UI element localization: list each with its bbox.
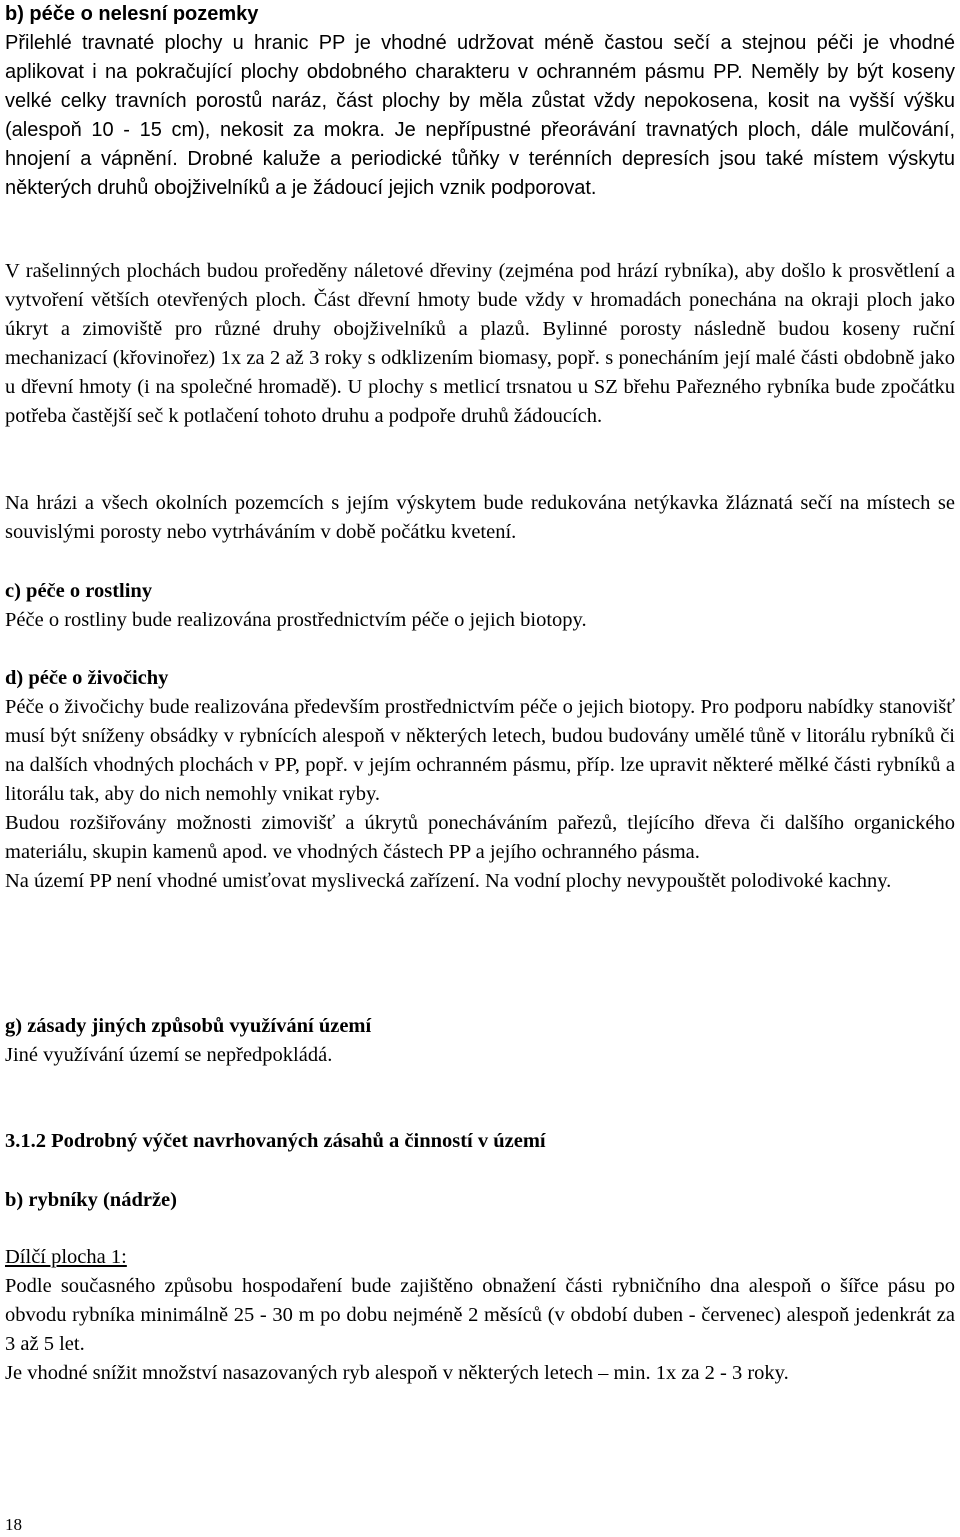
subsection-heading: b) rybníky (nádrže) <box>5 1189 177 1211</box>
paragraph: Na území PP není vhodné umisťovat myslivecká zařízení. Na vodní plochy nevypouštět polodivoké kachny. <box>5 870 892 892</box>
chapter-heading: 3.1.2 Podrobný výčet navrhovaných zásahů a činností v území <box>5 1130 546 1152</box>
plot-section <box>5 1243 955 1388</box>
paragraph: V rašelinných plochách budou proředěny náletové dřeviny (zejména pod hrází rybníka), aby došlo k prosvětlení a vytvoření větších otevřených ploch. Část dřevní hmoty bude vždy v hromadách ponechána na okraji ploch jako úkryt a zimoviště pro různé druhy obojživelníků a plazů. Bylinné porosty následně budou koseny ruční mechanizací (křovinořez) 1x za 2 až 3 roky s odklizením biomasy, popř. s ponecháním její malé části obdobně jako u dřevní hmoty (i na společné hromadě). U plochy s metlicí trsnatou u SZ břehu Pařezného rybníka bude zpočátku potřeba častější seč k potlačení tohoto druhu a podpoře druhů žádoucích. <box>5 260 955 427</box>
section-heading: b) péče o nelesní pozemky <box>5 3 259 25</box>
section-c <box>5 577 955 635</box>
paragraph-text: Je nepřípustné přeorávání travnatých ploch, dále mulčování, hnojení a vápnění. Drobné kaluže a periodické tůňky v terénních depresích jsou také místem výskytu některých druhů obojživelníků a je žádoucí jejich vznik podporovat. <box>5 119 955 199</box>
plot-label: Dílčí plocha 1: <box>5 1246 127 1268</box>
paragraph: Je vhodné snížit množství nasazovaných ryb alespoň v některých letech – min. 1x za 2 - 3 roky. <box>5 1362 789 1384</box>
section-g <box>5 1012 955 1070</box>
paragraph: Budou rozšiřovány možnosti zimovišť a úkrytů ponecháváním pařezů, tlejícího dřeva či dalšího organického materiálu, skupin kamenů apod. ve vhodných částech PP a jejího ochranného pásma. <box>5 812 955 863</box>
section-heading: c) péče o rostliny <box>5 580 153 602</box>
paragraph: Podle současného způsobu hospodaření bude zajištěno obnažení části rybničního dna alespoň o šířce pásu po obvodu rybníka minimálně 25 - 30 m po dobu nejméně 2 měsíců (v období duben - červenec) alespoň jedenkrát za 3 až 5 let. <box>5 1275 955 1355</box>
paragraph: Péče o živočichy bude realizována především prostřednictvím péče o jejich biotopy. Pro podporu nabídky stanovišť musí být sníženy obsádky v rybnících alespoň v některých letech, budou budovány umělé tůně v litorálu rybníků či na dalších vhodných plochách v PP, popř. v jejím ochranném pásmu, příp. lze upravit některé mělké části rybníků a litorálu tak, aby do nich nemohly vnikat ryby. <box>5 696 955 805</box>
paragraph: Na hrázi a všech okolních pozemcích s jejím výskytem bude redukována netýkavka žláznatá sečí na místech se souvislými porosty nebo vytrháváním v době počátku kvetení. <box>5 492 955 543</box>
paragraph <box>5 29 955 203</box>
paragraph: Jiné využívání území se nepředpokládá. <box>5 1044 333 1066</box>
section-d <box>5 664 955 896</box>
paragraph-text: Přilehlé travnaté plochy u hranic PP je vhodné udržovat méně častou sečí a stejnou péči je vhodné aplikovat i na pokračující plochy obdobného charakteru v ochranném pásmu PP. Neměly by být koseny velké celky travních porostů naráz, část plochy by měla zůstat vždy nepokosena, kosit na vyšší výšku (alespoň 10 - 15 cm), nekosit za mokra. <box>5 32 955 141</box>
section-b-nonforest <box>5 0 955 203</box>
section-heading: d) péče o živočichy <box>5 667 169 689</box>
section-heading: g) zásady jiných způsobů využívání území <box>5 1015 372 1037</box>
paragraph: Péče o rostliny bude realizována prostřednictvím péče o jejich biotopy. <box>5 609 587 631</box>
page-number: 18 <box>5 1515 22 1534</box>
